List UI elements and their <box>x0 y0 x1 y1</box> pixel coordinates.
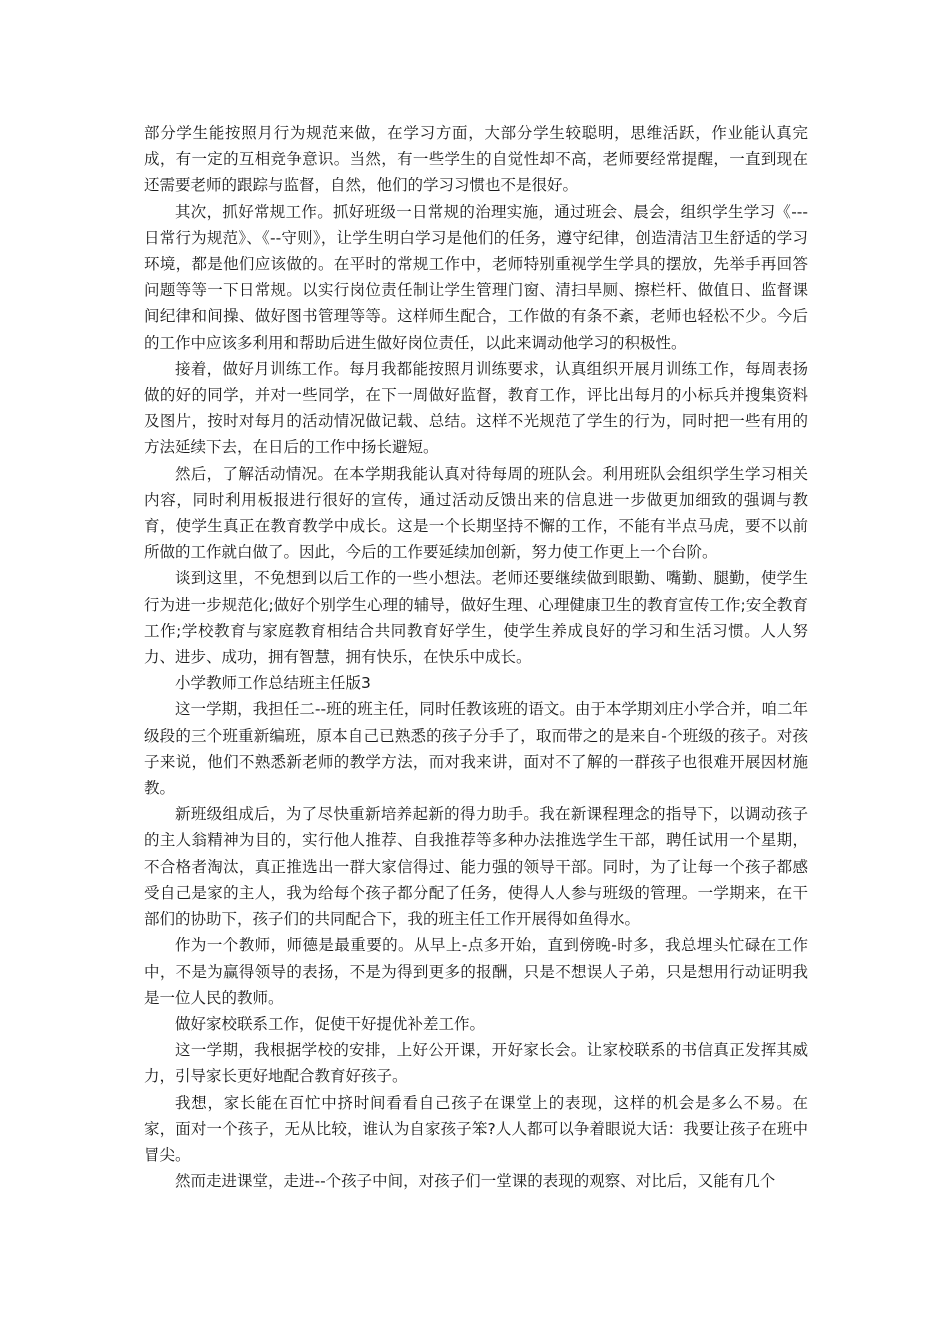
paragraph: 这一学期，我根据学校的安排，上好公开课，开好家长会。让家校联系的书信真正发挥其威力，引导家长更好地配合教育好孩子。 <box>144 1041 808 1086</box>
paragraph: 其次，抓好常规工作。抓好班级一日常规的治理实施，通过班会、晨会，组织学生学习《---日常行为规范》、《--守则》，让学生明白学习是他们的任务，遵守纪律，创造清洁卫生舒适的学习环境，都是他们应该做的。在平时的常规工作中，老师特别重视学生学具的摆放，先举手再回答问题等等一下日常规。以实行岗位责任制让学生管理门窗、清扫旱厕、擦栏杆、做值日、监督课间纪律和间操、做好图书管理等等。这样师生配合，工作做的有条不紊，老师也轻松不少。今后的工作中应该多利用和帮助后进生做好岗位责任，以此来调动他学习的积极性。 <box>144 202 808 352</box>
paragraph: 然而走进课堂，走进--个孩子中间，对孩子们一堂课的表现的观察、对比后，又能有几个 <box>175 1172 776 1191</box>
paragraph: 然后，了解活动情况。在本学期我能认真对待每周的班队会。利用班队会组织学生学习相关内容，同时利用板报进行很好的宣传，通过活动反馈出来的信息进一步做更加细致的强调与教育，使学生真正在教育教学中成长。这是一个长期坚持不懈的工作，不能有半点马虎，要不以前所做的工作就白做了。因此，今后的工作要延续加创新，努力使工作更上一个台阶。 <box>144 464 808 562</box>
paragraph: 部分学生能按照月行为规范来做，在学习方面，大部分学生较聪明，思维活跃，作业能认真完成，有一定的互相竞争意识。当然，有一些学生的自觉性却不高，老师要经常提醒，一直到现在还需要老师的跟踪与监督，自然，他们的学习习惯也不是很好。 <box>144 124 808 195</box>
paragraph: 做好家校联系工作，促使干好提优补差工作。 <box>175 1014 486 1033</box>
document-body <box>144 120 808 1194</box>
paragraph: 谈到这里，不免想到以后工作的一些小想法。老师还要继续做到眼勤、嘴勤、腿勤，使学生行为进一步规范化;做好个别学生心理的辅导，做好生理、心理健康卫生的教育宣传工作;安全教育工作;学校教育与家庭教育相结合共同教育好学生，使学生养成良好的学习和生活习惯。人人努力、进步、成功，拥有智慧，拥有快乐，在快乐中成长。 <box>144 569 808 667</box>
paragraph: 这一学期，我担任二--班的班主任，同时任教该班的语文。由于本学期刘庄小学合并，咱二年级段的三个班重新编班，原本自己已熟悉的孩子分手了，取而带之的是来自-个班级的孩子。对孩子来说，他们不熟悉新老师的教学方法，而对我来讲，面对不了解的一群孩子也很难开展因材施教。 <box>144 700 808 798</box>
paragraph: 作为一个教师，师德是最重要的。从早上-点多开始，直到傍晚-时多，我总埋头忙碌在工作中，不是为赢得领导的表扬，不是为得到更多的报酬，只是不想误人子弟，只是想用行动证明我是一位人民的教师。 <box>144 936 808 1007</box>
paragraph: 我想，家长能在百忙中挤时间看看自己孩子在课堂上的表现，这样的机会是多么不易。在家，面对一个孩子，无从比较，谁认为自家孩子笨?人人都可以争着眼说大话：我要让孩子在班中冒尖。 <box>144 1093 808 1164</box>
paragraph: 接着，做好月训练工作。每月我都能按照月训练要求，认真组织开展月训练工作，每周表扬做的好的同学，并对一些同学，在下一周做好监督，教育工作，评比出每月的小标兵并搜集资料及图片，按时对每月的活动情况做记载、总结。这样不光规范了学生的行为，同时把一些有用的方法延续下去，在日后的工作中扬长避短。 <box>144 359 808 457</box>
section-heading: 小学教师工作总结班主任版3 <box>175 674 371 693</box>
paragraph: 新班级组成后，为了尽快重新培养起新的得力助手。我在新课程理念的指导下，以调动孩子的主人翁精神为目的，实行他人推荐、自我推荐等多种办法推选学生干部，聘任试用一个星期，不合格者淘汰，真正推选出一群大家信得过、能力强的领导干部。同时，为了让每一个孩子都感受自己是家的主人，我为给每个孩子都分配了任务，使得人人参与班级的管理。一学期来，在干部们的协助下，孩子们的共同配合下，我的班主任工作开展得如鱼得水。 <box>144 805 808 929</box>
